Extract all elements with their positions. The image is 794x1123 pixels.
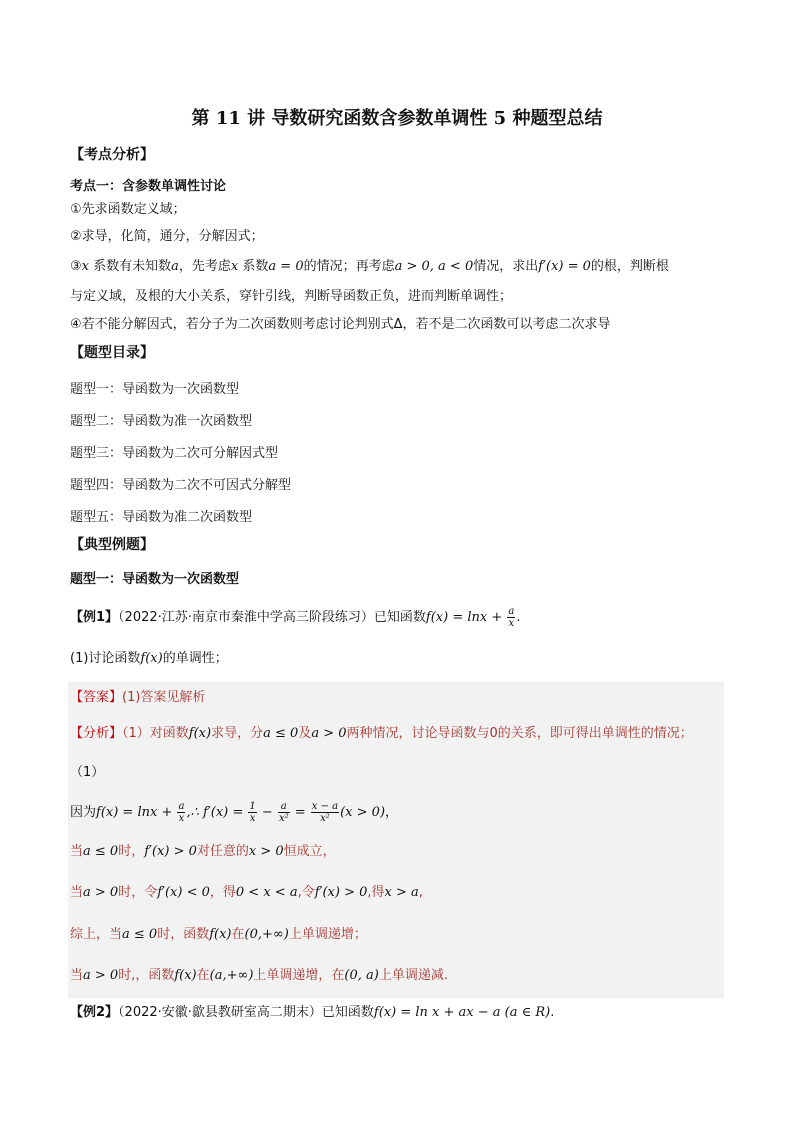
point1-heading: 考点一：含参数单调性讨论 — [70, 179, 227, 194]
summary-line-1: 综上，当a ≤ 0时，函数f(x)在(0,+∞)上单调递增； — [70, 927, 367, 942]
summary-line-2: 当a > 0时,，函数f(x)在(a,+∞)上单调递增，在(0, a)上单调递减. — [70, 968, 448, 983]
step-3-line-1: ③x 系数有未知数a，先考虑x 系数a = 0的情况；再考虑a > 0, a < 0情况，求出f′(x) = 0的根，判断根 — [70, 259, 669, 274]
fraction-a-over-x-2: $\frac{a}{x}$ — [178, 801, 185, 824]
catalog-item-1: 题型一：导函数为一次函数型 — [70, 382, 240, 397]
derivative-line: 因为f(x) = lnx + $\frac{a}{x}$ ,∴ f′(x) = $\frac{1}{x}$ − $\frac{a}{\text{x²}}$ = $\frac{x - a}{\text{x²}}$ (x > 0)， — [70, 801, 399, 824]
case-a-positive: 当a > 0时，令f′(x) < 0，得0 < x < a,令f′(x) > 0,得x > a, — [70, 885, 423, 900]
case-a-nonpositive: 当a ≤ 0时，f′(x) > 0对任意的x > 0恒成立， — [70, 844, 336, 859]
step-2: ②求导，化简，通分，分解因式； — [70, 229, 264, 244]
section-analysis-heading: 【考点分析】 — [70, 147, 154, 163]
fraction-a-over-x: $\frac{a}{x}$ — [508, 606, 515, 629]
catalog-item-5: 题型五：导函数为准二次函数型 — [70, 510, 253, 525]
fraction-1-over-x: $\frac{1}{x}$ — [249, 801, 256, 824]
step-1: ①先求函数定义域； — [70, 202, 186, 217]
analysis-line: 【分析】（1）对函数f(x)求导，分a ≤ 0及a > 0两种情况，讨论导函数与0的关系，即可得出单调性的情况； — [70, 726, 693, 741]
example-2-statement: 【例2】（2022·安徽·歙县教研室高二期末）已知函数f(x) = ln x + ax − a (a ∈ R). — [70, 1005, 555, 1020]
step-4: ④若不能分解因式，若分子为二次函数则考虑讨论判别式Δ，若不是二次函数可以考虑二次求导 — [70, 317, 611, 332]
example-1-question-1: (1)讨论函数f(x)的单调性； — [70, 651, 228, 666]
section-examples-heading: 【典型例题】 — [70, 537, 154, 553]
example-1-statement: 【例1】（2022·江苏·南京市秦淮中学高三阶段练习）已知函数f(x) = lnx + $\frac{a}{x}$ . — [70, 606, 521, 629]
catalog-item-4: 题型四：导函数为二次不可因式分解型 — [70, 478, 292, 493]
answer-line: 【答案】(1)答案见解析 — [70, 690, 206, 705]
catalog-item-2: 题型二：导函数为准一次函数型 — [70, 414, 253, 429]
step-3-line-2: 与定义域，及根的大小关系，穿针引线，判断导函数正负，进而判断单调性； — [70, 289, 513, 304]
type-1-heading: 题型一：导函数为一次函数型 — [70, 572, 240, 587]
solution-part-1-label: （1） — [70, 765, 105, 780]
page-title: 第 11 讲 导数研究函数含参数单调性 5 种题型总结 — [191, 108, 603, 129]
fraction-a-over-x-squared: $\frac{a}{\text{x²}}$ — [278, 801, 289, 824]
catalog-item-3: 题型三：导函数为二次可分解因式型 — [70, 446, 279, 461]
fraction-x-minus-a-over-x-squared: $\frac{x - a}{\text{x²}}$ — [311, 801, 339, 824]
section-catalog-heading: 【题型目录】 — [70, 345, 154, 361]
